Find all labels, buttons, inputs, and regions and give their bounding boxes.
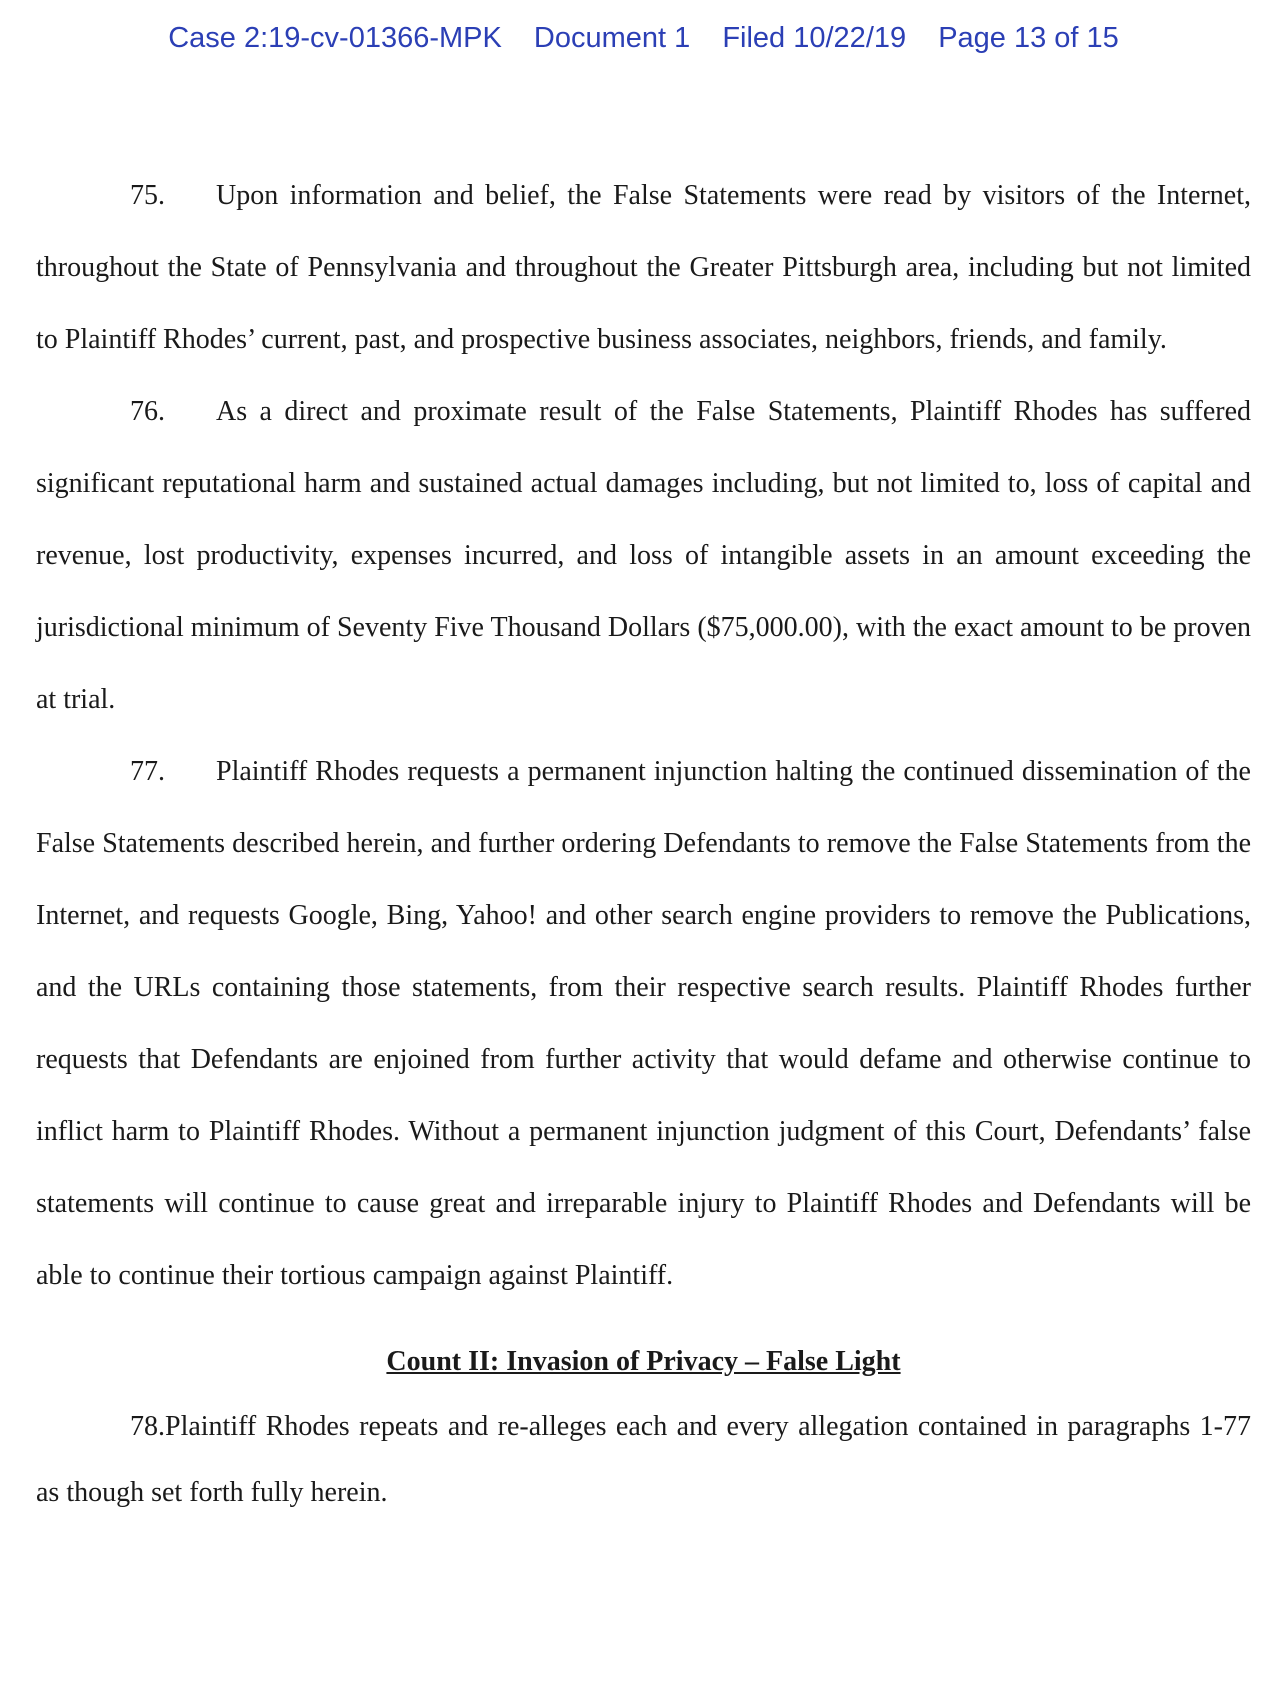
paragraph-text: Upon information and belief, the False Statements were read by visitors of the Internet, throughout the State of Pennsylvania and throughout the Greater Pittsburgh area, including but not limited to Plaintiff Rhodes’ current, past, and prospective business associates, neighbors, friends, and family. <box>36 180 1251 355</box>
page-number: Page 13 of 15 <box>938 22 1119 54</box>
paragraph-number: 76. <box>130 396 165 427</box>
filed-date: Filed 10/22/19 <box>722 22 907 54</box>
paragraph-number: 78. <box>130 1411 165 1442</box>
case-header <box>0 22 1287 55</box>
document-body <box>36 160 1251 1526</box>
paragraph-text: Plaintiff Rhodes requests a permanent injunction halting the continued dissemination of the False Statements described herein, and further ordering Defendants to remove the False Statements from the Internet, and requests Google, Bing, Yahoo! and other search engine providers to remove the Publications, and the URLs containing those statements, from their respective search results. Plaintiff Rhodes further requests that Defendants are enjoined from further activity that would defame and otherwise continue to inflict harm to Plaintiff Rhodes. Without a permanent injunction judgment of this Court, Defendants’ false statements will continue to cause great and irreparable injury to Plaintiff Rhodes and Defendants will be able to continue their tortious campaign against Plaintiff. <box>36 756 1251 1291</box>
paragraph-78 <box>36 1394 1251 1526</box>
count-heading: Count II: Invasion of Privacy – False Light <box>386 1346 901 1377</box>
paragraph-number: 75. <box>130 180 165 211</box>
case-number: Case 2:19-cv-01366-MPK <box>168 22 502 54</box>
paragraph-text: Plaintiff Rhodes repeats and re-alleges each and every allegation contained in paragraphs 1-77 as though set forth fully herein. <box>36 1411 1251 1508</box>
paragraph-77 <box>36 736 1251 1312</box>
paragraph-number: 77. <box>130 756 165 787</box>
paragraph-76 <box>36 376 1251 736</box>
paragraph-text: As a direct and proximate result of the False Statements, Plaintiff Rhodes has suffered significant reputational harm and sustained actual damages including, but not limited to, loss of capital and revenue, lost productivity, expenses incurred, and loss of intangible assets in an amount exceeding the jurisdictional minimum of Seventy Five Thousand Dollars ($75,000.00), with the exact amount to be proven at trial. <box>36 396 1251 715</box>
document-number: Document 1 <box>533 22 691 54</box>
paragraph-75 <box>36 160 1251 376</box>
